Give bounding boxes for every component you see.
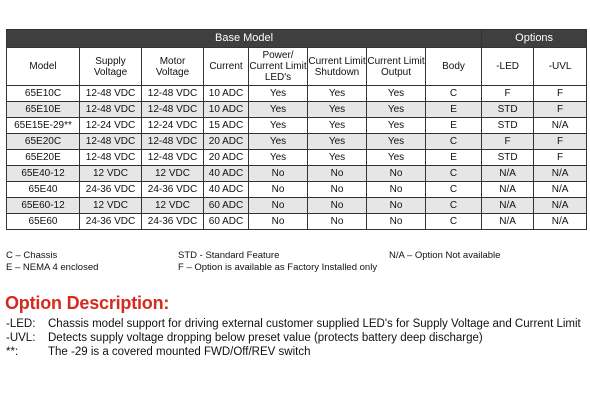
base-model-header: Base Model [7,30,482,48]
table-cell: F [482,86,534,102]
option-key: -UVL: [6,332,36,344]
legend-chassis: C – Chassis [6,250,58,261]
table-cell: Yes [367,150,426,166]
option-text: Detects supply voltage dropping below preset value (protects battery deep discharge) [48,332,483,344]
table-cell: F [534,86,587,102]
table-cell: Yes [249,86,308,102]
table-cell: 65E60-12 [7,198,80,214]
table-row [7,182,587,198]
table-row [7,214,587,230]
table-cell: N/A [534,198,587,214]
table-cell: 10 ADC [204,86,249,102]
table-cell: 12-48 VDC [142,102,204,118]
table-cell: 24-36 VDC [142,182,204,198]
table-cell: No [308,166,367,182]
table-cell: F [534,102,587,118]
table-cell: STD [482,102,534,118]
table-cell: No [367,166,426,182]
table-cell: 12 VDC [80,198,142,214]
table-cell: 60 ADC [204,214,249,230]
table-cell: 12-48 VDC [142,150,204,166]
table-cell: 65E10E [7,102,80,118]
table-body [7,86,587,230]
table-cell: C [426,214,482,230]
table-cell: Yes [249,118,308,134]
column-header: Power/ Current Limit LED's [249,48,308,86]
table-cell: STD [482,118,534,134]
table-cell: 12-24 VDC [142,118,204,134]
table-cell: 12-48 VDC [80,102,142,118]
table-row [7,118,587,134]
table-cell: No [367,198,426,214]
table-cell: F [534,150,587,166]
table-row [7,198,587,214]
table-cell: N/A [482,182,534,198]
table-row [7,102,587,118]
legend-std: STD - Standard Feature [178,250,280,261]
table-row [7,150,587,166]
table-cell: 65E40-12 [7,166,80,182]
option-description-title: Option Description: [5,293,170,313]
table-cell: STD [482,150,534,166]
table-row [7,86,587,102]
table-cell: No [308,214,367,230]
table-cell: 12-48 VDC [142,86,204,102]
table-cell: 65E20E [7,150,80,166]
legend-option-codes [178,250,377,274]
table-cell: Yes [308,118,367,134]
table-cell: E [426,118,482,134]
table-cell: 12 VDC [80,166,142,182]
table-cell: 65E60 [7,214,80,230]
table-cell: Yes [367,102,426,118]
table-cell: No [249,198,308,214]
table-cell: 40 ADC [204,182,249,198]
table-cell: N/A [482,214,534,230]
table-cell: 24-36 VDC [80,182,142,198]
legend-factory: F – Option is available as Factory Installed only [178,262,378,273]
column-header: Current [204,48,249,86]
controller-spec-table [6,29,587,230]
table-cell: Yes [249,134,308,150]
table-cell: Yes [249,150,308,166]
table-cell: 15 ADC [204,118,249,134]
table-cell: No [308,182,367,198]
table-cell: F [482,134,534,150]
table-cell: 65E20C [7,134,80,150]
table-cell: 12-48 VDC [80,134,142,150]
column-header: -UVL [534,48,587,86]
table-cell: Yes [308,102,367,118]
table-cell: C [426,86,482,102]
table-cell: No [249,214,308,230]
table-cell: 12 VDC [142,166,204,182]
option-item [6,345,586,359]
table-cell: 24-36 VDC [80,214,142,230]
table-cell: Yes [308,150,367,166]
table-cell: E [426,150,482,166]
table-cell: N/A [534,118,587,134]
table-cell: 65E40 [7,182,80,198]
table-cell: 65E15E-29** [7,118,80,134]
table-cell: No [249,182,308,198]
option-item [6,331,586,345]
table-cell: Yes [367,86,426,102]
table-cell: N/A [534,214,587,230]
options-header: Options [482,30,587,48]
table-cell: 24-36 VDC [142,214,204,230]
table-cell: F [534,134,587,150]
table-cell: N/A [534,182,587,198]
legend-na: N/A – Option Not available [389,250,501,261]
legend-nema: E – NEMA 4 enclosed [6,262,99,273]
table-cell: 40 ADC [204,166,249,182]
table-cell: Yes [367,118,426,134]
table-cell: C [426,134,482,150]
table-cell: No [367,182,426,198]
option-text: The -29 is a covered mounted FWD/Off/REV switch [48,346,311,358]
option-text: Chassis model support for driving external customer supplied LED's for Supply Voltage and Current Limit [48,318,581,330]
table-cell: 20 ADC [204,134,249,150]
table-row [7,134,587,150]
table-cell: 65E10C [7,86,80,102]
table-cell: E [426,102,482,118]
table-cell: 12-48 VDC [80,86,142,102]
legend-na-block [389,250,500,262]
table-cell: Yes [308,86,367,102]
table-cell: Yes [249,102,308,118]
table-cell: C [426,166,482,182]
table-cell: N/A [534,166,587,182]
table-cell: Yes [308,134,367,150]
table-cell: Yes [367,134,426,150]
table-cell: 10 ADC [204,102,249,118]
column-header: Current Limit Output [367,48,426,86]
table-cell: C [426,198,482,214]
table-cell: 20 ADC [204,150,249,166]
table-cell: 60 ADC [204,198,249,214]
table-cell: 12-24 VDC [80,118,142,134]
option-key: -LED: [6,318,36,330]
table-cell: N/A [482,166,534,182]
table-cell: 12-48 VDC [142,134,204,150]
option-description-list [6,317,586,359]
legend-body-codes [6,250,98,274]
column-header: Model [7,48,80,86]
table-cell: No [249,166,308,182]
column-header: Supply Voltage [80,48,142,86]
column-header: Motor Voltage [142,48,204,86]
table-row [7,166,587,182]
option-item [6,317,586,331]
table-cell: N/A [482,198,534,214]
table-cell: 12-48 VDC [80,150,142,166]
column-header: Body [426,48,482,86]
table-cell: No [308,198,367,214]
option-key: **: [6,346,19,358]
table-cell: C [426,182,482,198]
table-cell: No [367,214,426,230]
table-cell: 12 VDC [142,198,204,214]
column-header: Current Limit Shutdown [308,48,367,86]
column-header: -LED [482,48,534,86]
